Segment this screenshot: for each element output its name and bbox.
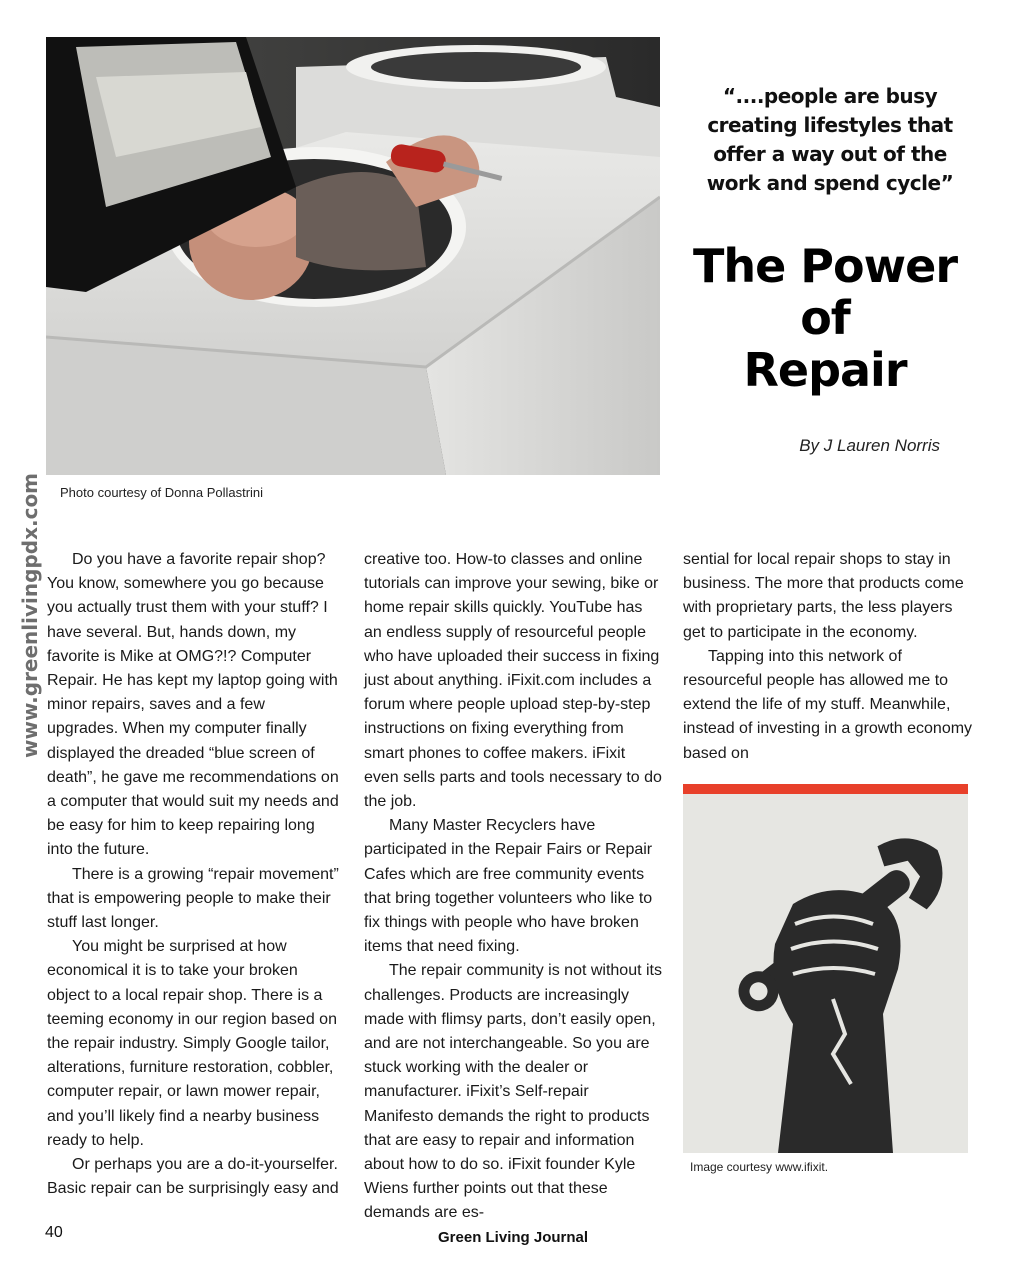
pull-quote-line: “....people are busy: [722, 84, 938, 108]
pull-quote-line: work and spend cycle”: [706, 171, 954, 195]
body-column-2: [364, 548, 662, 1226]
paragraph: There is a growing “repair movement” that is empowering people to make their stuff last longer.: [47, 865, 339, 932]
headline-line: Repair: [743, 343, 907, 397]
paragraph: You might be surprised at how economical it is to take your broken object to a local repair shop. There is a teeming economy in our region based on the repair industry. Simply Google tailor, alterations, furniture restoration, cobbler, computer repair, or lawn mower repair, and you’ll likely find a nearby business ready to help.: [47, 938, 337, 1149]
fist-wrench-icon: [683, 784, 968, 1153]
body-column-1: [47, 548, 339, 1201]
paragraph: sential for local repair shops to stay in business. The more that products come with proprietary parts, the less players get to participate in the economy.: [683, 551, 964, 641]
paragraph: Many Master Recyclers have participated in the Repair Fairs or Repair Cafes which are free community events that bring together volunteers who like to fix things with people who have broken items that need fixing.: [364, 817, 653, 956]
fist-wrench-illustration: [683, 784, 968, 1153]
pull-quote-line: offer a way out of the: [713, 142, 947, 166]
illustration-caption: Image courtesy www.ifixit.: [690, 1160, 829, 1174]
article-headline: [690, 240, 960, 396]
paragraph: The repair community is not without its challenges. Products are increasingly made with flimsy parts, don’t easily open, and are not interchangeable. So you are stuck working with the dealer or manufacturer. iFixit’s Self-repair Manifesto demands the right to products that are easy to repair and information about how to do so. iFixit founder Kyle Wiens further points out that these demands are es-: [364, 962, 662, 1222]
sidebar-url: [14, 472, 44, 760]
photo-caption: Photo courtesy of Donna Pollastrini: [60, 485, 264, 500]
paragraph: Do you have a favorite repair shop? You know, somewhere you go because you actually trust them with your stuff? I have several. But, hands down, my favorite is Mike at OMG?!? Computer Repair. He has kept my laptop going with minor repairs, saves and a few upgrades. When my computer finally displayed the dreaded “blue screen of death”, he gave me recommendations on a computer that would suit my needs and be easy for him to keep repairing long into the future.: [47, 551, 339, 859]
headline-line: of: [800, 291, 850, 345]
paragraph: Tapping into this network of resourceful people has allowed me to extend the life of my stuff. Meanwhile, instead of investing in a growth economy based on: [683, 647, 973, 762]
pull-quote-line: creating lifestyles that: [707, 113, 953, 137]
headline-line: The Power: [692, 239, 958, 293]
journal-name: Green Living Journal: [438, 1229, 589, 1246]
byline: By J Lauren Norris: [799, 436, 940, 455]
page-number: 40: [45, 1224, 63, 1241]
pull-quote: [695, 82, 965, 198]
article-photo: [46, 37, 660, 475]
paragraph: Or perhaps you are a do-it-yourselfer. Basic repair can be surprisingly easy and: [47, 1156, 339, 1198]
sidebar-url-text: www.greenlivingpdx.com: [18, 472, 42, 758]
washing-machine-photo: [46, 37, 660, 475]
body-column-3: [683, 548, 979, 766]
paragraph: creative too. How-to classes and online tutorials can improve your sewing, bike or home repair skills quickly. YouTube has an endless supply of resourceful people who have uploaded their success in fixing just about anything. iFixit.com includes a forum where people upload step-by-step instructions on fixing everything from smart phones to coffee makers. iFixit even sells parts and tools necessary to do the job.: [364, 551, 662, 811]
